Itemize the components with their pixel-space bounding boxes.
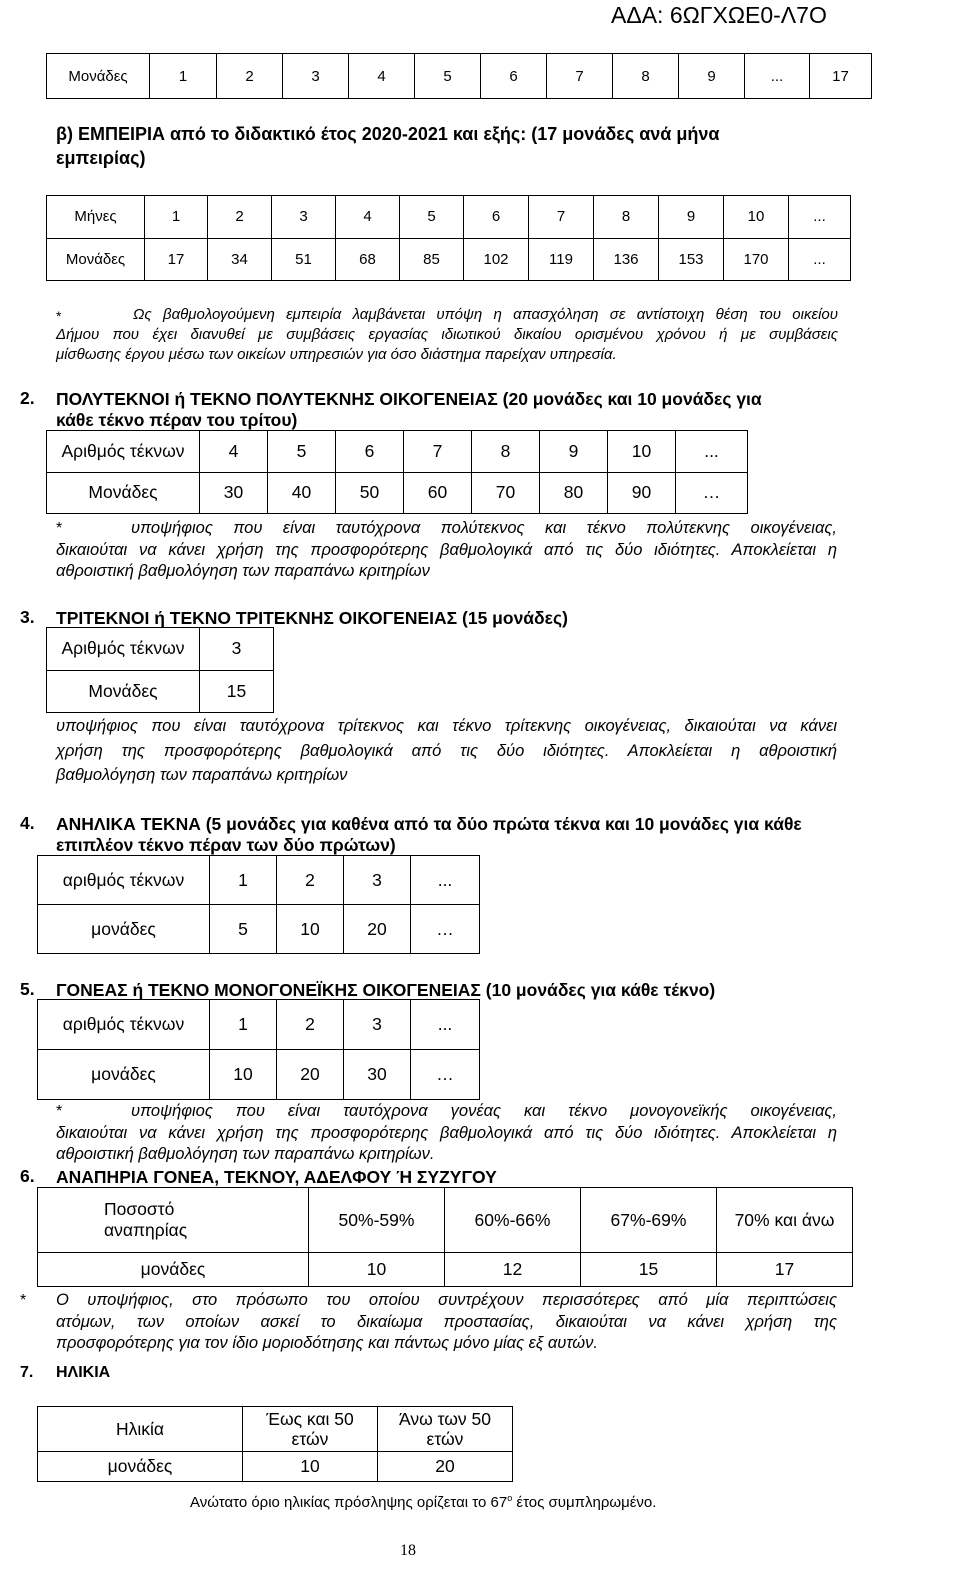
cell: 170	[724, 238, 789, 281]
cell: 70% και άνω	[717, 1188, 853, 1253]
cell-line: Έως και 50	[266, 1409, 354, 1429]
row-label: μονάδες	[38, 905, 210, 954]
footer-text: Ανώτατο όριο ηλικίας πρόσληψης ορίζεται το 67	[190, 1494, 508, 1511]
cell: 3	[200, 628, 274, 671]
section-7-title: ΗΛΙΚΙΑ	[56, 1364, 111, 1381]
cell: 10	[724, 196, 789, 239]
cell: 70	[472, 472, 540, 514]
age-table	[37, 1406, 513, 1482]
table-row	[47, 431, 748, 473]
cell: 3	[344, 1000, 411, 1050]
table-row	[38, 1000, 480, 1050]
section-2-number: 2.	[20, 388, 35, 408]
cell	[378, 1407, 513, 1452]
section-4-title-line2: επιπλέον τέκνο πέραν των δύο πρώτων)	[56, 835, 396, 855]
cell: 17	[717, 1253, 853, 1287]
cell: 20	[277, 1050, 344, 1100]
note-line: χρήση της προσφορότερης βαθμολογικά από τις δύο ιδιότητες. Αποκλείεται η αθροιστική	[56, 741, 837, 760]
cell: 85	[400, 238, 464, 281]
cell: 119	[529, 238, 594, 281]
note-line: υποψήφιος που είναι ταυτόχρονα γονέας και τέκνο μονογονεϊκής οικογένειας,	[131, 1102, 837, 1120]
note-asterisk: *	[56, 1103, 63, 1120]
section-4-title-line1: ΑΝΗΛΙΚΑ ΤΕΚΝΑ (5 μονάδες για καθένα από τα δύο πρώτα τέκνα και 10 μονάδες για κάθε	[56, 814, 802, 834]
cell: 153	[659, 238, 724, 281]
note-line: δικαιούται να κάνει χρήση της προσφορότερης βαθμολογικά από τις δύο ιδιότητες. Αποκλείεται η	[56, 1123, 837, 1142]
table-row	[47, 628, 274, 671]
row-label: αριθμός τέκνων	[38, 856, 210, 905]
cell: 7	[404, 431, 472, 473]
section-6-number: 6.	[20, 1166, 35, 1186]
cell: 4	[336, 196, 400, 239]
cell: 6	[336, 431, 404, 473]
cell: 9	[679, 54, 745, 99]
table-row	[47, 196, 851, 239]
cell: ...	[789, 196, 851, 239]
minor-children-table	[37, 855, 480, 954]
row-label: Μήνες	[47, 196, 145, 239]
cell: ...	[676, 431, 748, 473]
cell: 8	[613, 54, 679, 99]
section-5-note	[56, 1101, 837, 1166]
section-5-title: ΓΟΝΕΑΣ ή ΤΕΚΝΟ ΜΟΝΟΓΟΝΕΪΚΗΣ ΟΙΚΟΓΕΝΕΙΑΣ (10 μονάδες για κάθε τέκνο)	[56, 980, 716, 1000]
page-number: 18	[400, 1542, 416, 1559]
row-label: αριθμός τέκνων	[38, 1000, 210, 1050]
table-row	[47, 472, 748, 514]
age-limit-footer	[190, 1493, 656, 1511]
cell: 1	[145, 196, 208, 239]
cell: 15	[581, 1253, 717, 1287]
cell: 6	[481, 54, 547, 99]
cell: 4	[349, 54, 415, 99]
section-7-number: 7.	[20, 1364, 34, 1381]
cell: 10	[608, 431, 676, 473]
row-label: Μονάδες	[47, 670, 200, 713]
note-line: υποψήφιος που είναι ταυτόχρονα πολύτεκνος και τέκνο πολύτεκνης οικογένειας,	[131, 519, 837, 537]
cell: ...	[411, 856, 480, 905]
experience-table	[46, 195, 851, 281]
table-row	[47, 238, 851, 281]
note-line: αθροιστική βαθμολόγηση των παραπάνω κριτηρίων	[56, 562, 430, 580]
table-row	[38, 1050, 480, 1100]
cell: 4	[200, 431, 268, 473]
note-line: Δήμου που έχει διανυθεί με συμβάσεις εργασίας ιδιωτικού δικαίου ορισμένου χρόνου ή με συμβάσεις	[56, 326, 838, 343]
cell: 5	[400, 196, 464, 239]
row-label: μονάδες	[38, 1253, 309, 1287]
disability-table	[37, 1187, 853, 1287]
table-row	[38, 1407, 513, 1452]
note-asterisk: *	[56, 520, 63, 537]
footer-superscript: ο	[507, 1493, 513, 1503]
cell: 1	[150, 54, 217, 99]
cell: 8	[472, 431, 540, 473]
cell: …	[676, 472, 748, 514]
table-row	[38, 1188, 853, 1253]
cell: 3	[283, 54, 349, 99]
section-2-title-line2: κάθε τέκνο πέραν του τρίτου)	[56, 410, 298, 430]
cell: 12	[445, 1253, 581, 1287]
note-line: Ως βαθμολογούμενη εμπειρία λαμβάνεται υπόψη η απασχόληση σε αντίστοιχη θέση του οικείου	[133, 306, 838, 323]
cell: 10	[277, 905, 344, 954]
cell: 5	[268, 431, 336, 473]
table-row	[38, 1452, 513, 1482]
cell: 1	[210, 1000, 277, 1050]
cell-line: ετών	[291, 1429, 329, 1449]
cell: 60%-66%	[445, 1188, 581, 1253]
three-children-table	[46, 627, 274, 713]
cell: 1	[210, 856, 277, 905]
cell: 10	[309, 1253, 445, 1287]
cell-line: Άνω των 50	[398, 1409, 492, 1429]
section-3-note	[56, 714, 837, 788]
cell: 17	[145, 238, 208, 281]
cell: 2	[277, 856, 344, 905]
row-label: μονάδες	[38, 1050, 210, 1100]
cell: 6	[464, 196, 529, 239]
section-b-note	[56, 305, 838, 365]
note-line: αθροιστική βαθμολόγηση των παραπάνω κριτηρίων.	[56, 1145, 435, 1163]
cell: 136	[594, 238, 659, 281]
cell: 2	[208, 196, 272, 239]
cell: 8	[594, 196, 659, 239]
note-asterisk: *	[56, 308, 62, 324]
cell: 15	[200, 670, 274, 713]
cell: 67%-69%	[581, 1188, 717, 1253]
note-line: μίσθωσης έργου μέσω των οικείων υπηρεσιών για όσο διάστημα παρείχαν υπηρεσία.	[56, 346, 617, 363]
cell: ...	[789, 238, 851, 281]
row-label	[38, 1188, 309, 1253]
note-line: δικαιούται να κάνει χρήση της προσφορότερης βαθμολογικά από τις δύο ιδιότητες. Αποκλείεται η	[56, 540, 837, 559]
cell: 7	[547, 54, 613, 99]
section-b-heading-line2: εμπειρίας)	[56, 148, 146, 168]
cell: 30	[200, 472, 268, 514]
cell: 2	[277, 1000, 344, 1050]
row-label: Μονάδες	[47, 472, 200, 514]
cell: 10	[210, 1050, 277, 1100]
section-4-number: 4.	[20, 813, 35, 833]
cell: 9	[540, 431, 608, 473]
row-label: Μονάδες	[47, 238, 145, 281]
section-3-number: 3.	[20, 607, 35, 627]
table-row	[38, 1253, 853, 1287]
row-label: Ηλικία	[38, 1407, 243, 1452]
cell: ...	[411, 1000, 480, 1050]
section-b-heading-line1: β) ΕΜΠΕΙΡΙΑ από το διδακτικό έτος 2020-2021 και εξής: (17 μονάδες ανά μήνα	[56, 124, 720, 144]
section-6-title: ΑΝΑΠΗΡΙΑ ΓΟΝΕΑ, ΤΕΚΝΟΥ, ΑΔΕΛΦΟΥ Ή ΣΥΖΥΓΟΥ	[56, 1167, 497, 1187]
cell: 20	[344, 905, 411, 954]
large-families-table	[46, 430, 748, 514]
cell: 10	[243, 1452, 378, 1482]
cell	[243, 1407, 378, 1452]
row-label: Αριθμός τέκνων	[47, 628, 200, 671]
cell: 40	[268, 472, 336, 514]
cell: 50%-59%	[309, 1188, 445, 1253]
cell: 34	[208, 238, 272, 281]
cell: 60	[404, 472, 472, 514]
row-label: μονάδες	[38, 1452, 243, 1482]
cell: …	[411, 1050, 480, 1100]
note-line: βαθμολόγηση των παραπάνω κριτηρίων	[56, 766, 348, 784]
table-row	[38, 905, 480, 954]
cell: ...	[745, 54, 810, 99]
section-5-number: 5.	[20, 979, 35, 999]
cell-line: ετών	[426, 1429, 464, 1449]
row-label: Αριθμός τέκνων	[47, 431, 200, 473]
note-asterisk: *	[20, 1292, 27, 1309]
cell: 68	[336, 238, 400, 281]
single-parent-table	[37, 999, 480, 1100]
cell: 17	[810, 54, 872, 99]
table-row	[47, 670, 274, 713]
cell: 30	[344, 1050, 411, 1100]
footer-text: έτος συμπληρωμένο.	[512, 1494, 657, 1511]
cell: 20	[378, 1452, 513, 1482]
note-line: Ο υποψήφιος, στο πρόσωπο του οποίου συντρέχουν περισσότερες από μία περιπτώσεις	[56, 1291, 837, 1309]
note-line: ατόμων, των οποίων ασκεί το δικαίωμα προστασίας, δικαιούται να κάνει χρήση της	[56, 1312, 837, 1331]
points-table-continuation	[46, 53, 872, 99]
section-2-note	[56, 518, 837, 583]
note-line: υποψήφιος που είναι ταυτόχρονα τρίτεκνος και τέκνο τρίτεκνης οικογένειας, δικαιούται να κάνει	[56, 717, 837, 735]
section-6-note	[56, 1290, 837, 1355]
note-line: προσφορότερης για τον ίδιο μοριοδότησης και πάντως μόνο μίας εξ αυτών.	[56, 1334, 598, 1352]
cell: 9	[659, 196, 724, 239]
cell: …	[411, 905, 480, 954]
cell: 2	[217, 54, 283, 99]
row-label: Μονάδες	[47, 54, 150, 99]
label-line: Ποσοστό	[104, 1199, 175, 1220]
cell: 5	[415, 54, 481, 99]
section-3-title: ΤΡΙΤΕΚΝΟΙ ή ΤΕΚΝΟ ΤΡΙΤΕΚΝΗΣ ΟΙΚΟΓΕΝΕΙΑΣ (15 μονάδες)	[56, 608, 568, 628]
cell: 3	[272, 196, 336, 239]
cell: 7	[529, 196, 594, 239]
cell: 80	[540, 472, 608, 514]
ada-code: ΑΔΑ: 6ΩΓΧΩΕ0-Λ7Ο	[611, 2, 827, 28]
table-row	[47, 54, 872, 99]
cell: 102	[464, 238, 529, 281]
label-line: αναπηρίας	[104, 1220, 188, 1241]
cell: 90	[608, 472, 676, 514]
cell: 51	[272, 238, 336, 281]
table-row	[38, 856, 480, 905]
cell: 50	[336, 472, 404, 514]
cell: 3	[344, 856, 411, 905]
section-2-title-line1: ΠΟΛΥΤΕΚΝΟΙ ή ΤΕΚΝΟ ΠΟΛΥΤΕΚΝΗΣ ΟΙΚΟΓΕΝΕΙΑΣ (20 μονάδες και 10 μονάδες για	[56, 389, 762, 409]
cell: 5	[210, 905, 277, 954]
